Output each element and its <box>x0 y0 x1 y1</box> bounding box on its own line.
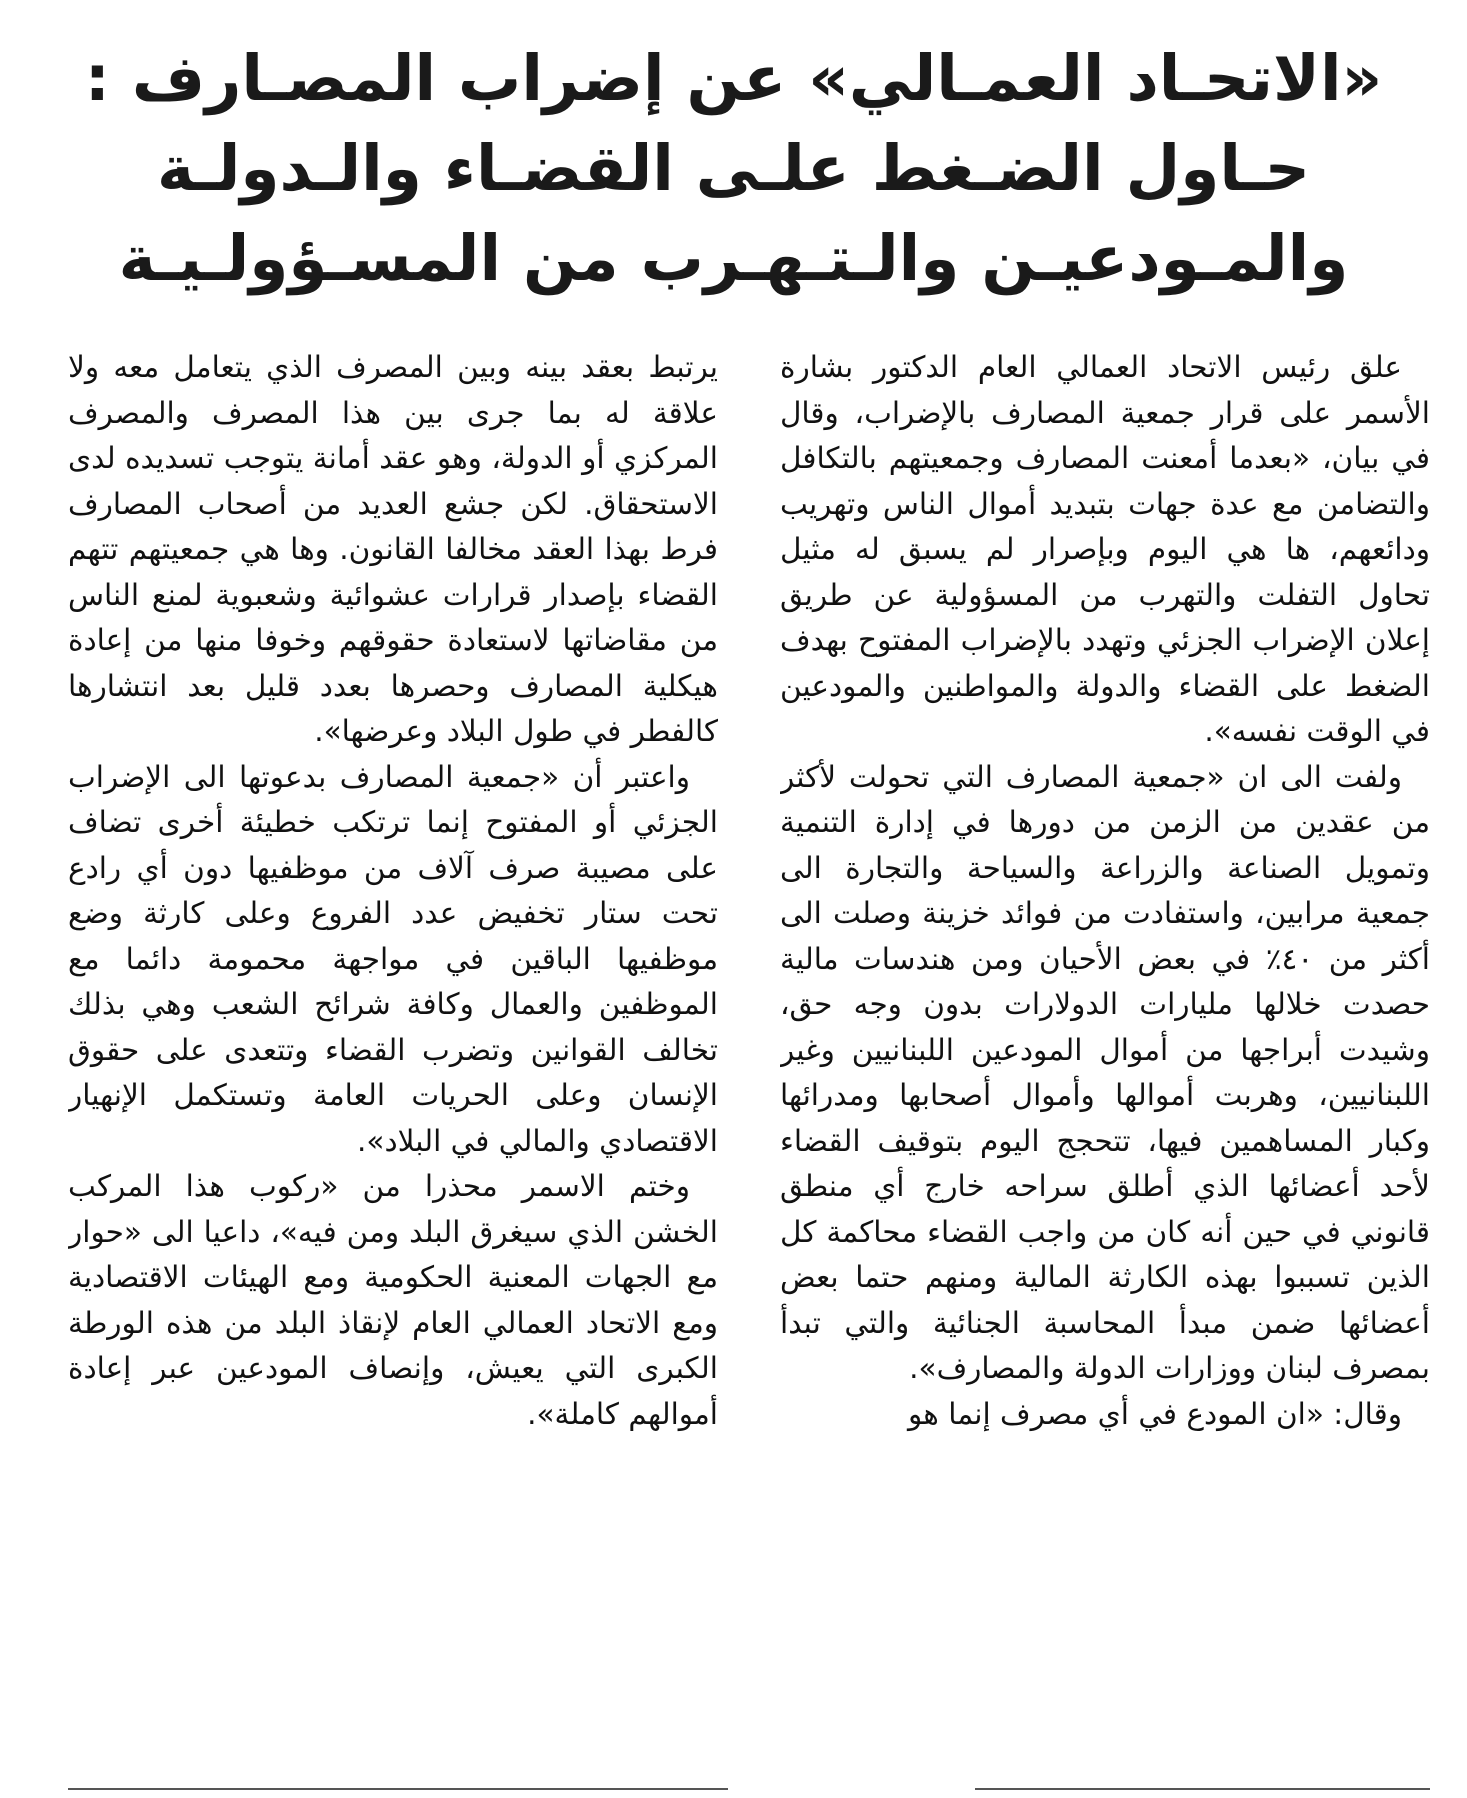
article-column-left <box>68 345 718 1755</box>
footer-rule-right <box>975 1788 1430 1790</box>
headline <box>60 34 1407 304</box>
paragraph: علق رئيس الاتحاد العمالي العام الدكتور بشارة الأسمر على قرار جمعية المصارف بالإضراب، وقال في بيان، «بعدما أمعنت المصارف وجمعيتهم بالتكافل والتضامن مع عدة جهات بتبديد أموال الناس وتهريب ودائعهم، ها هي اليوم وبإصرار لم يسبق له مثيل تحاول التفلت والتهرب من المسؤولية عن طريق إعلان الإضراب الجزئي وتهدد بالإضراب المفتوح بهدف الضغط على القضاء والدولة والمواطنين والمودعين في الوقت نفسه». <box>780 350 1430 748</box>
paragraph: ولفت الى ان «جمعية المصارف التي تحولت لأكثر من عقدين من الزمن من دورها في إدارة التنمية وتمويل الصناعة والزراعة والسياحة والتجارة الى جمعية مرابين، واستفادت من فوائد خزينة وصلت الى أكثر من ٤٠٪ في بعض الأحيان ومن هندسات مالية حصدت خلالها مليارات الدولارات بدون وجه حق، وشيدت أبراجها من أموال المودعين اللبنانيين وغير اللبنانيين، وهربت أموالها وأموال أصحابها ومدرائها وكبار المساهمين فيها، تتحجج اليوم بتوقيف القضاء لأحد أعضائها الذي أطلق سراحه خارج أي منطق قانوني في حين أنه كان من واجب القضاء محاكمة كل الذين تسببوا بهذه الكارثة المالية ومنهم حتما بعض أعضائها ضمن مبدأ المحاسبة الجنائية والتي تبدأ بمصرف لبنان ووزارات الدولة والمصارف». <box>780 759 1430 1385</box>
article-column-right <box>780 345 1430 1755</box>
paragraph: وختم الاسمر محذرا من «ركوب هذا المركب الخشن الذي سيغرق البلد ومن فيه»، داعيا الى «حوار مع الجهات المعنية الحكومية ومع الهيئات الاقتصادية ومع الاتحاد العمالي العام لإنقاذ البلد من هذه الورطة الكبرى التي يعيش، وإنصاف المودعين عبر إعادة أموالهم كاملة». <box>68 1169 718 1431</box>
paragraph: يرتبط بعقد بينه وبين المصرف الذي يتعامل معه ولا علاقة له بما جرى بين هذا المصرف والمصرف المركزي أو الدولة، وهو عقد أمانة يتوجب تسديده لدى الاستحقاق. لكن جشع العديد من أصحاب المصارف فرط بهذا العقد مخالفا القانون. وها هي جمعيتهم تتهم القضاء بإصدار قرارات عشوائية وشعبوية لمنع الناس من مقاضاتها لاستعادة حقوقهم وخوفا منها من إعادة هيكلية المصارف وحصرها بعدد قليل بعد انتشارها كالفطر في طول البلاد وعرضها». <box>68 350 718 748</box>
paragraph: واعتبر أن «جمعية المصارف بدعوتها الى الإضراب الجزئي أو المفتوح إنما ترتكب خطيئة أخرى تضاف على مصيبة صرف آلاف من موظفيها دون أي رادع تحت ستار تخفيض عدد الفروع وعلى كارثة وضع موظفيها الباقين في مواجهة محمومة دائما مع الموظفين والعمال وكافة شرائح الشعب وهي بذلك تخالف القوانين وتضرب القضاء وتتعدى على حقوق الإنسان وعلى الحريات العامة وتستكمل الإنهيار الاقتصادي والمالي في البلاد». <box>68 759 718 1158</box>
footer-rule-left <box>68 1788 728 1790</box>
headline-line-2: حـاول الضـغط علـى القضـاء والـدولـة <box>156 132 1310 205</box>
article-body <box>68 345 1430 1755</box>
paragraph: وقال: «ان المودع في أي مصرف إنما هو <box>908 1396 1402 1431</box>
headline-line-1: «الاتحـاد العمـالي» عن إضراب المصـارف : <box>84 42 1383 115</box>
headline-line-3: والمـودعيـن والـتـهـرب من المسـؤولـيـة <box>118 222 1349 295</box>
